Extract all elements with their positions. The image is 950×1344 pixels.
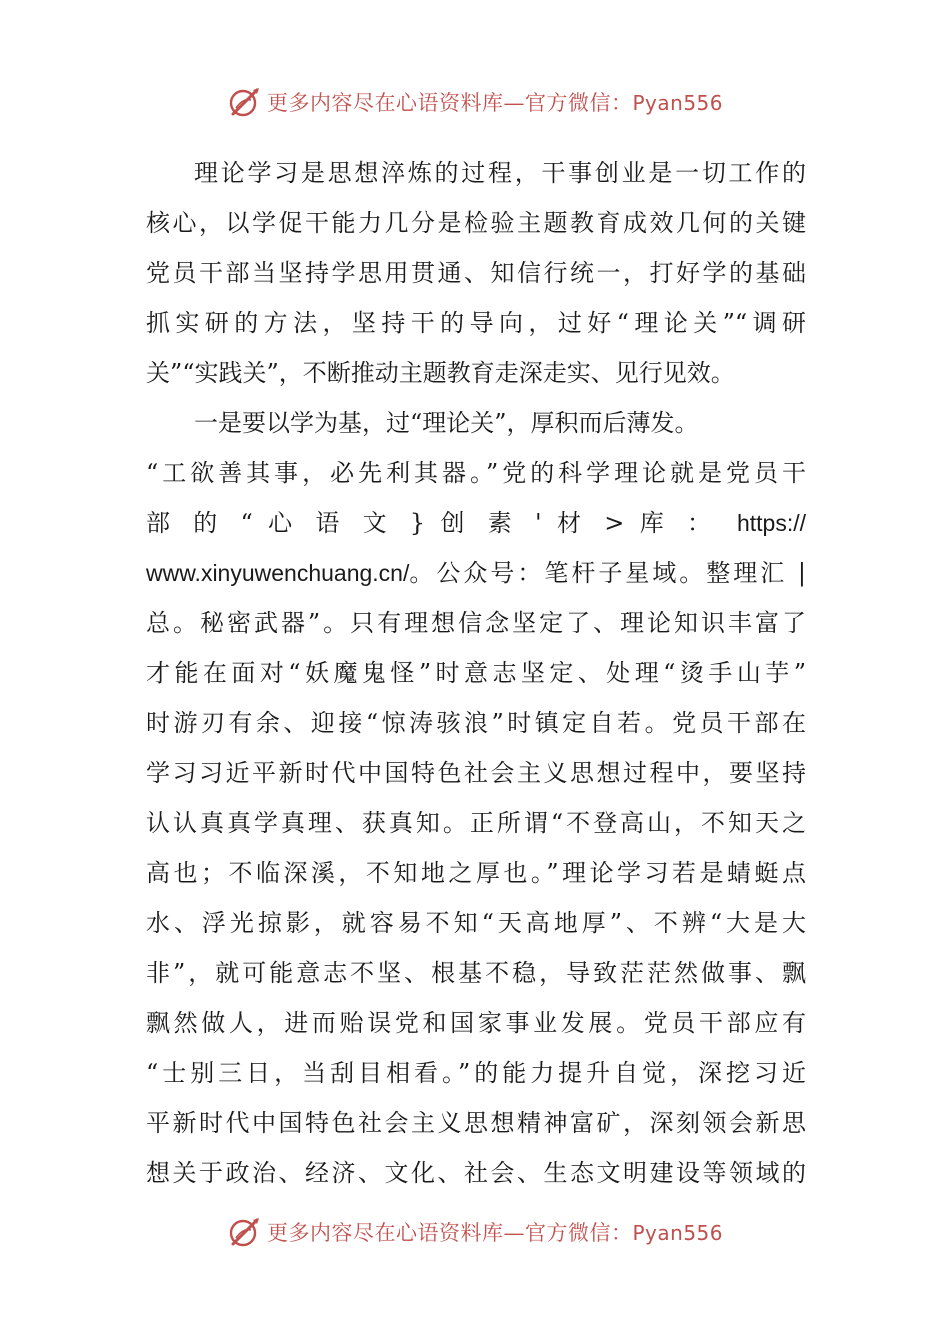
text-line: 学习习近平新时代中国特色社会主义思想过程中，要坚持 — [146, 759, 806, 787]
text-line: 核心，以学促干能力几分是检验主题教育成效几何的关键 — [146, 209, 806, 237]
footer-banner — [0, 1212, 950, 1252]
text-line: 非”，就可能意志不坚、根基不稳，导致茫茫然做事、飘 — [146, 959, 806, 987]
header-wechat-handle: Pyan556 — [632, 91, 723, 115]
document-body — [146, 148, 806, 1198]
text-line-url — [146, 498, 806, 548]
text-line: “工欲善其事，必先利其器。”党的科学理论就是党员干 — [146, 459, 806, 487]
text-line: 高也；不临深溪，不知地之厚也。”理论学习若是蜻蜓点 — [146, 859, 806, 887]
text-line: 党员干部当坚持学思用贯通、知信行统一，打好学的基础 — [146, 259, 806, 287]
url-prefix-text: 部 的 “ 心 语 文 } 创 素 ' 材 > 库 ： — [146, 509, 711, 537]
text-line: 理论学习是思想淬炼的过程，干事创业是一切工作的 — [194, 159, 806, 187]
text-line: 想关于政治、经济、文化、社会、生态文明建设等领域的 — [146, 1159, 806, 1187]
text-line: 时游刃有余、迎接“惊涛骇浪”时镇定自若。党员干部在 — [146, 709, 806, 737]
text-line: “士别三日，当刮目相看。”的能力提升自觉，深挖习近 — [146, 1059, 806, 1087]
text-line: 关”“实践关”，不断推动主题教育走深走实、见行见效。 — [146, 359, 735, 387]
pen-logo-icon — [227, 1214, 263, 1250]
header-banner-text: 更多内容尽在心语资料库—官方微信：Pyan556 — [266, 91, 723, 115]
url-scheme-text: https:// — [736, 510, 806, 536]
text-line: 总。秘密武器”。只有理想信念坚定了、理论知识丰富了 — [146, 609, 806, 637]
text-line: 抓实研的方法，坚持干的导向，过好“理论关”“调研 — [146, 309, 806, 337]
text-line: 一是要以学为基，过“理论关”，厚积而后薄发。 — [194, 409, 699, 437]
text-line: 飘然做人，进而贻误党和国家事业发展。党员干部应有 — [146, 1009, 806, 1037]
footer-banner-text: 更多内容尽在心语资料库—官方微信：Pyan556 — [266, 1221, 723, 1245]
text-line-url-continued — [146, 548, 806, 598]
url-domain-text: www.xinyuwenchuang.cn/ — [146, 560, 410, 586]
text-line: 认认真真学真理、获真知。正所谓“不登高山，不知天之 — [146, 809, 806, 837]
header-banner — [0, 82, 950, 122]
text-line: 平新时代中国特色社会主义思想精神富矿，深刻领会新思 — [146, 1109, 806, 1137]
url-rest-text: 。公众号：笔杆子星域。整理汇 | — [409, 559, 806, 587]
text-line: 水、浮光掠影，就容易不知“天高地厚”、不辨“大是大 — [146, 909, 806, 937]
footer-wechat-handle: Pyan556 — [632, 1221, 723, 1245]
text-line: 才能在面对“妖魔鬼怪”时意志坚定、处理“烫手山芋” — [146, 659, 806, 687]
pen-logo-icon — [227, 84, 263, 120]
